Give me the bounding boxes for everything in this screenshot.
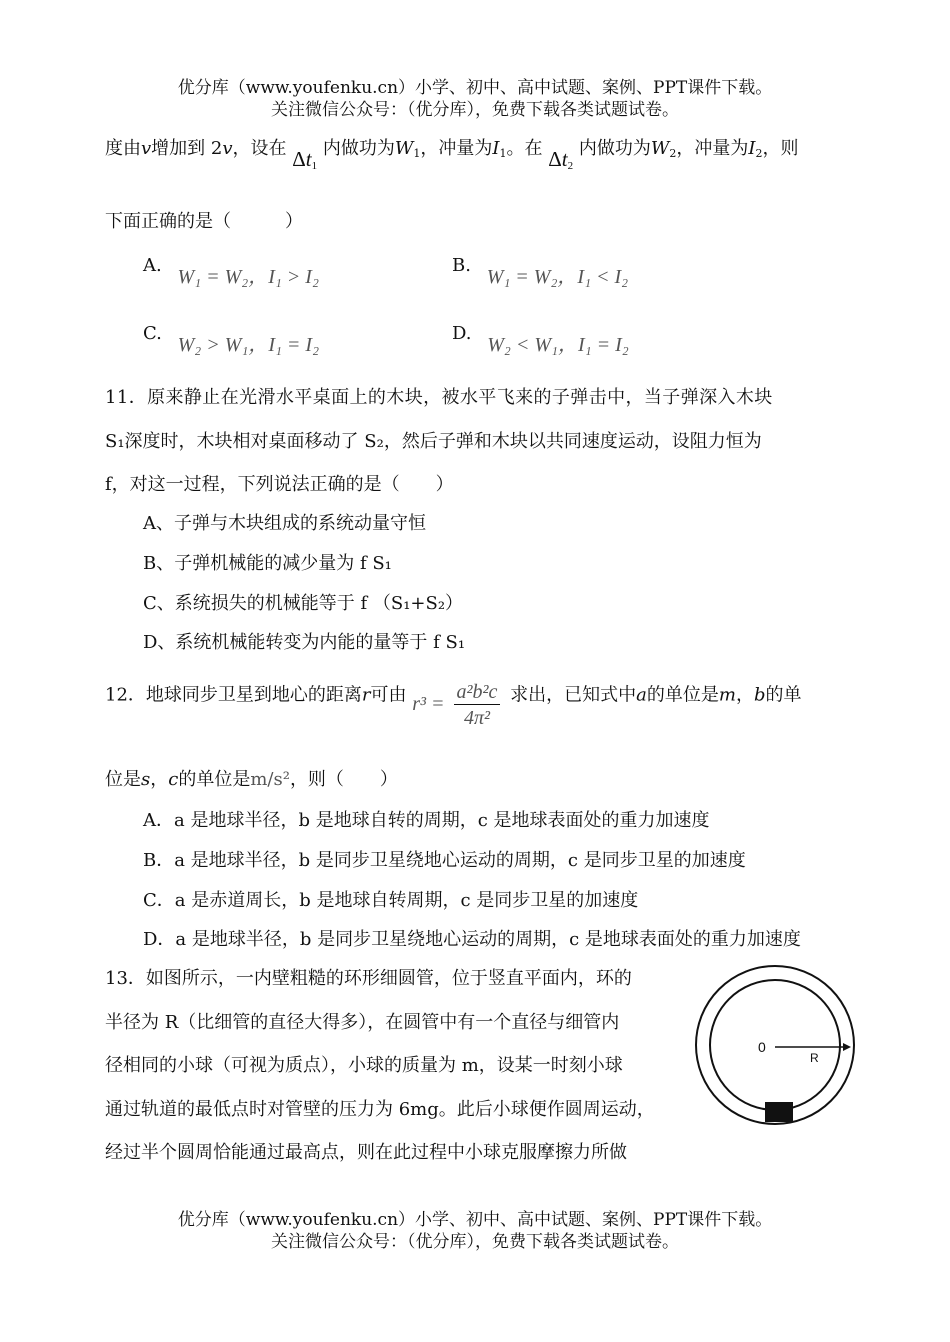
delta-t2: $\Delta t_2$ [548, 147, 574, 172]
footer-line-1: 优分库（www.youfenku.cn）小学、初中、高中试题、案例、PPT课件下载。 [177, 1210, 773, 1230]
q10-line-1: 度由v增加到 2v，设在 $\Delta t_1$ 内做功为$W_1$，冲量为$I_1$。在 $\Delta t_2$ 内做功为$W_2$，冲量为$I_2$，则 [105, 138, 799, 172]
header-line-1: 优分库（www.youfenku.cn）小学、初中、高中试题、案例、PPT课件下载。 [177, 78, 773, 98]
q13-line-4: 通过轨道的最低点时对管壁的压力为 6mg。此后小球便作圆周运动， [105, 1099, 655, 1120]
radius-arrow-head [843, 1043, 851, 1051]
q12-option-b: B．a 是地球半径，b 是同步卫星绕地心运动的周期，c 是同步卫星的加速度 [143, 850, 746, 871]
q11-option-a: A、子弹与木块组成的系统动量守恒 [143, 513, 426, 534]
q12-formula: r³ = $\frac{\text{a²b²c}}{\text{4π²}}$ [412, 680, 504, 731]
page-footer [0, 1209, 950, 1253]
q10-option-b: B. W₁ = W₂，I₁ < I₂ [452, 255, 629, 288]
q12-option-a: A．a 是地球半径，b 是地球自转的周期，c 是地球表面处的重力加速度 [143, 810, 710, 831]
radius-label: R [810, 1051, 819, 1065]
delta-t1: $\Delta t_1$ [292, 147, 318, 172]
ring-tube-figure [694, 962, 860, 1128]
q11-option-b: B、子弹机械能的减少量为 f S₁ [143, 553, 392, 574]
q11-line-1: 11．原来静止在光滑水平桌面上的木块，被水平飞来的子弹击中，当子弹深入木块 [105, 387, 773, 408]
ring-inner-wall [710, 980, 840, 1110]
q12-line-1: 12．地球同步卫星到地心的距离r可由 r³ = $\frac{\text{a²b²c}}{\text{4π²}}$ 求出，已知式中a的单位是m，b的单 [105, 681, 802, 729]
q10-line-2: 下面正确的是（ ） [105, 211, 303, 232]
q13-line-5: 经过半个圆周恰能通过最高点，则在此过程中小球克服摩擦力所做 [105, 1142, 627, 1163]
q11-line-2: S₁深度时，木块相对桌面移动了 S₂，然后子弹和木块以共同速度运动，设阻力恒为 [105, 431, 762, 452]
q11-line-3: f，对这一过程，下列说法正确的是（ ） [105, 474, 454, 495]
footer-line-2: 关注微信公众号：（优分库），免费下载各类试题试卷。 [271, 1232, 679, 1252]
q13-line-3: 径相同的小球（可视为质点），小球的质量为 m，设某一时刻小球 [105, 1055, 623, 1076]
q12-line-2: 位是s，c的单位是m/s²，则（ ） [105, 769, 398, 790]
q12-option-d: D．a 是地球半径，b 是同步卫星绕地心运动的周期，c 是地球表面处的重力加速度 [143, 929, 801, 950]
q10-option-c: C. W₂ > W₁，I₁ = I₂ [143, 323, 320, 356]
q12-option-c: C．a 是赤道周长，b 是地球自转周期，c 是同步卫星的加速度 [143, 890, 639, 911]
center-label: 0 [758, 1039, 766, 1055]
header-line-2: 关注微信公众号：（优分库），免费下载各类试题试卷。 [271, 100, 679, 120]
q13-line-2: 半径为 R（比细管的直径大得多），在圆管中有一个直径与细管内 [105, 1012, 620, 1033]
q11-option-c: C、系统损失的机械能等于 f （S₁+S₂） [143, 593, 464, 614]
q11-option-d: D、系统机械能转变为内能的量等于 f S₁ [143, 632, 466, 653]
q10-option-d: D. W₂ < W₁，I₁ = I₂ [452, 323, 629, 356]
small-ball [765, 1102, 793, 1122]
q13-line-1: 13．如图所示，一内壁粗糙的环形细圆管，位于竖直平面内，环的 [105, 968, 632, 989]
q10-option-a: A. W₁ = W₂，I₁ > I₂ [143, 255, 319, 288]
page-header [0, 77, 950, 121]
ring-outer-wall [696, 966, 854, 1124]
